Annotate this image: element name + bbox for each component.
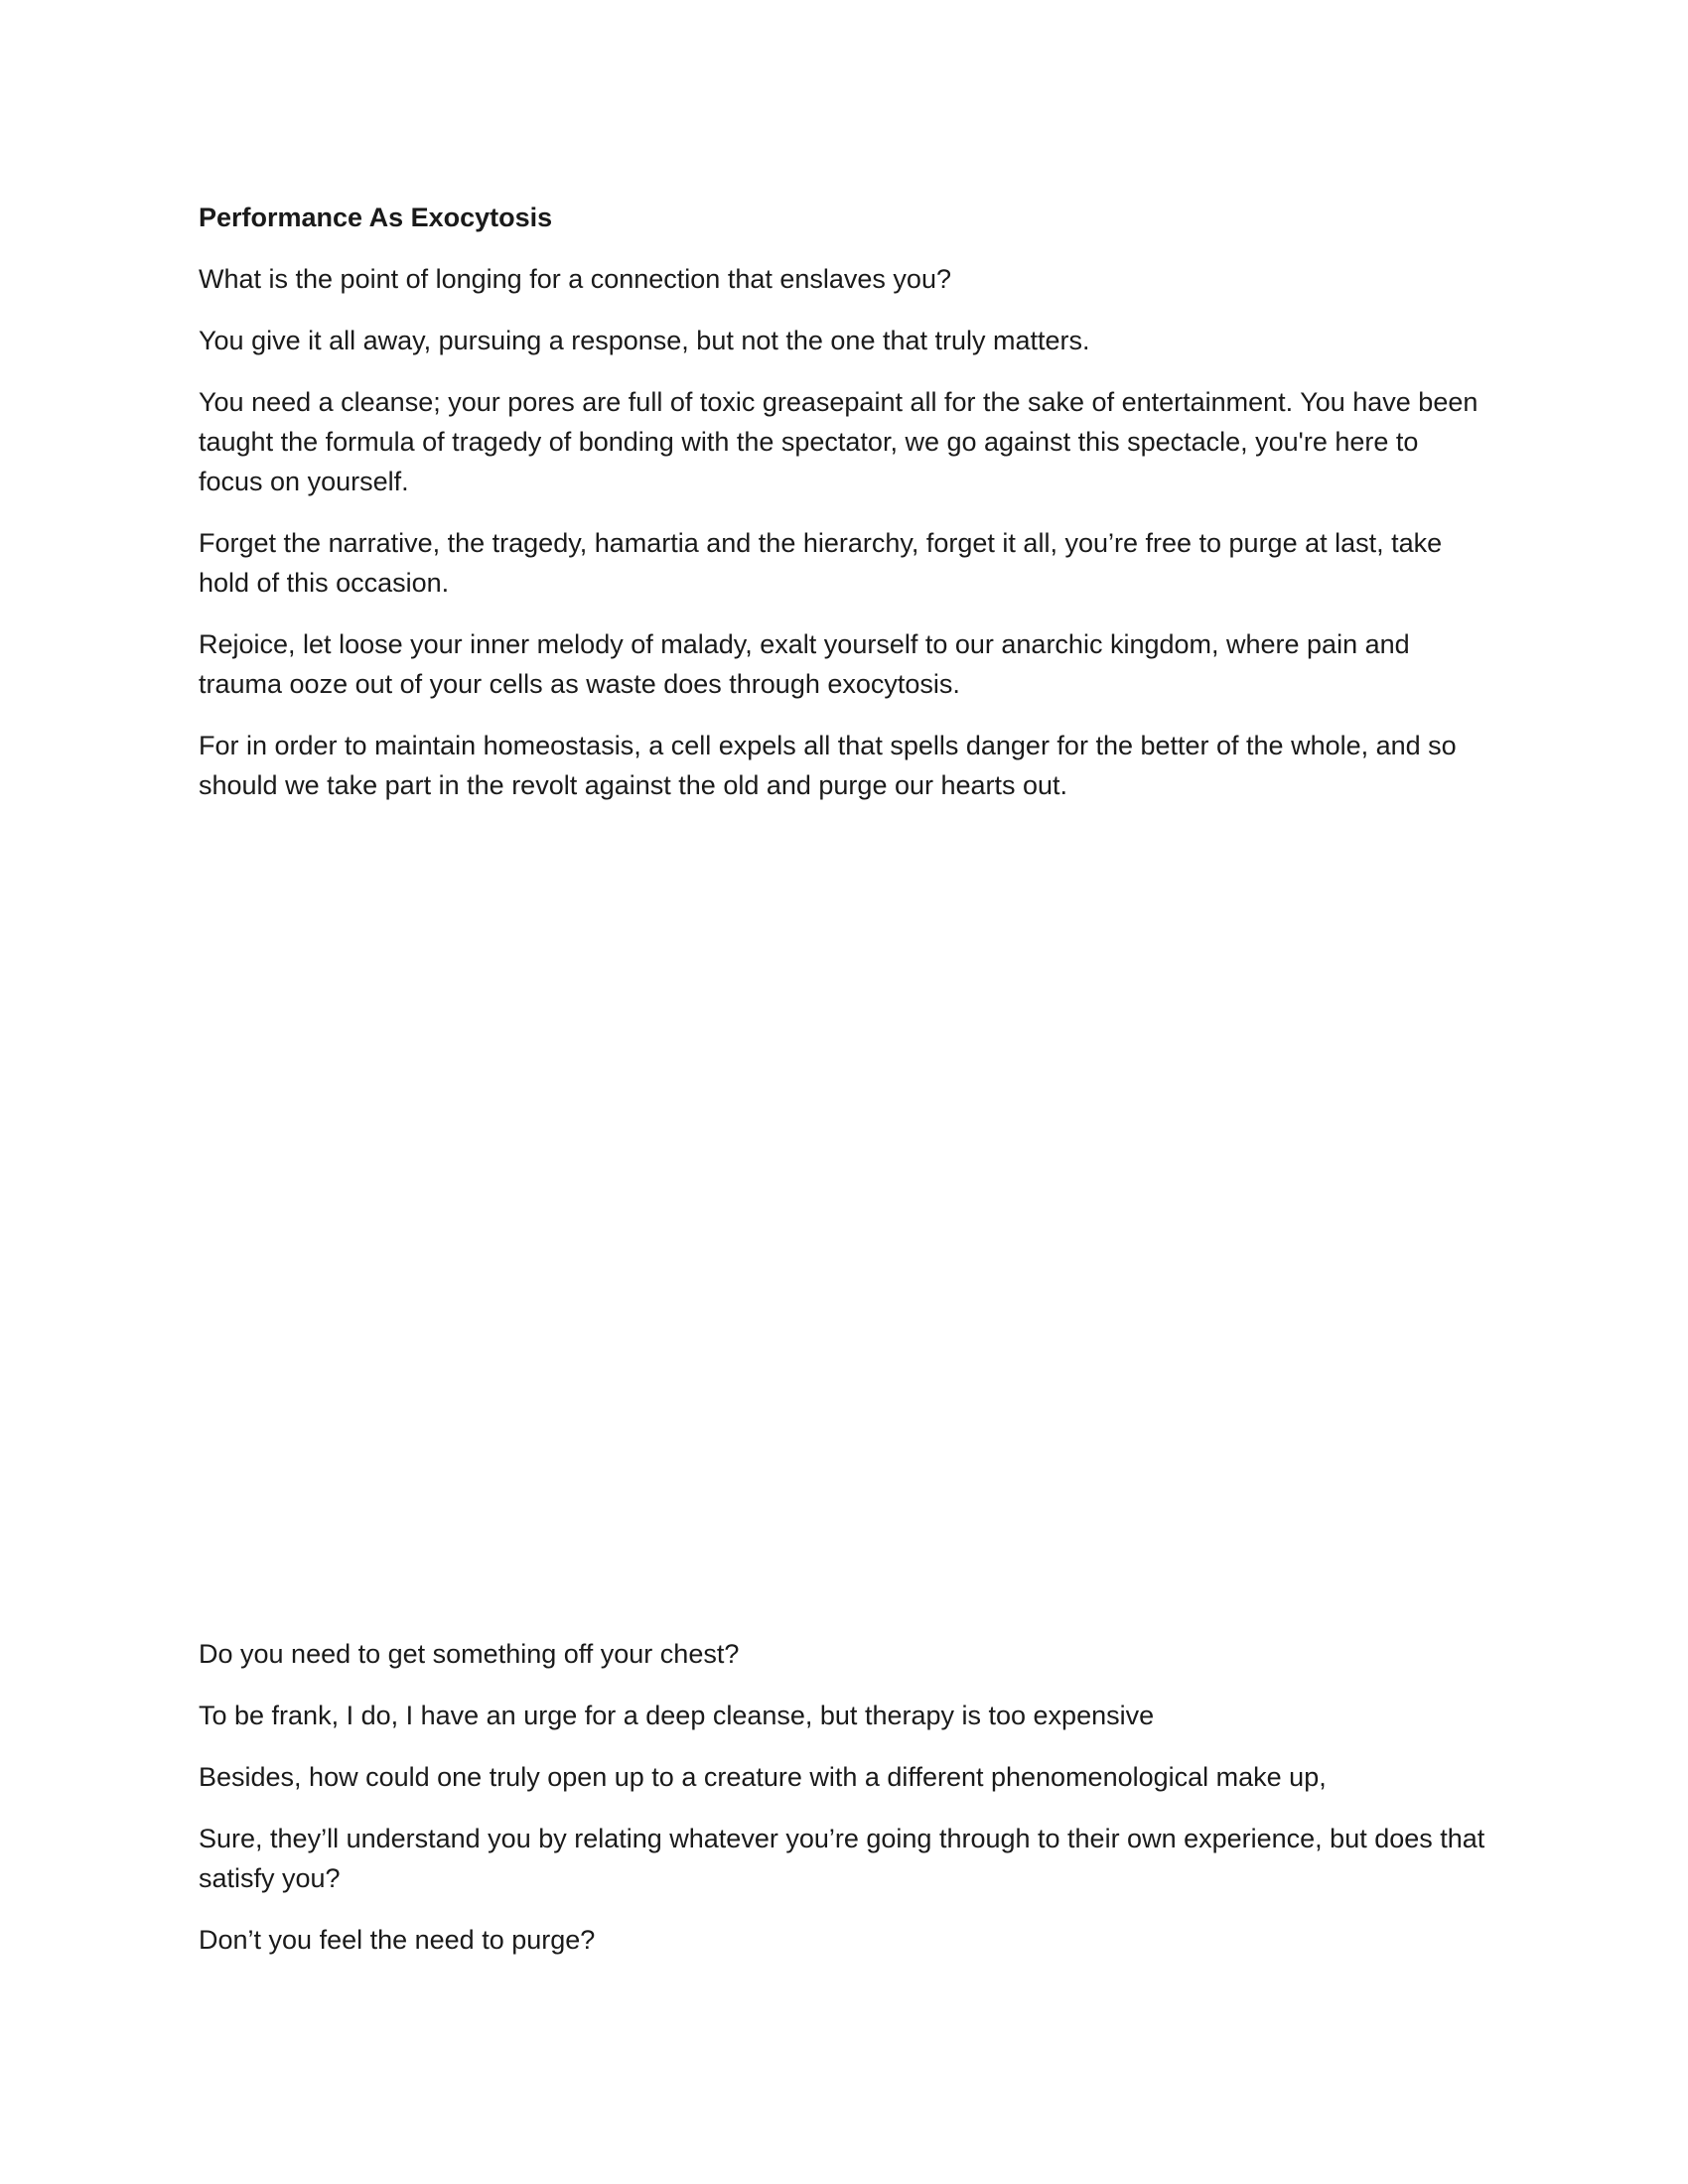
paragraph: You give it all away, pursuing a response, but not the one that truly matters. (199, 326, 1090, 355)
paragraph: To be frank, I do, I have an urge for a deep cleanse, but therapy is too expensive (199, 1701, 1155, 1730)
paragraph: Rejoice, let loose your inner melody of malady, exalt yourself to our anarchic kingdom, where pain and trauma ooze out of your cells as waste does through exocytosis. (199, 629, 1410, 699)
top-text-block (199, 198, 1489, 805)
bottom-text-block (199, 1634, 1489, 1960)
paragraph: Forget the narrative, the tragedy, hamartia and the hierarchy, forget it all, you’re free to purge at last, take hold of this occasion. (199, 528, 1443, 598)
paragraph: Besides, how could one truly open up to a creature with a different phenomenological make up, (199, 1762, 1327, 1792)
paragraph: Don’t you feel the need to purge? (199, 1925, 596, 1955)
paragraph: Sure, they’ll understand you by relating whatever you’re going through to their own experience, but does that satisfy you? (199, 1824, 1485, 1893)
document-title: Performance As Exocytosis (199, 203, 553, 232)
paragraph: Do you need to get something off your chest? (199, 1639, 740, 1669)
paragraph: You need a cleanse; your pores are full of toxic greasepaint all for the sake of entertainment. You have been taught the formula of tragedy of bonding with the spectator, we go against this spectacle, you're here to focus on yourself. (199, 387, 1478, 496)
paragraph: For in order to maintain homeostasis, a cell expels all that spells danger for the better of the whole, and so should we take part in the revolt against the old and purge our hearts out. (199, 731, 1457, 800)
paragraph: What is the point of longing for a connection that enslaves you? (199, 264, 951, 294)
